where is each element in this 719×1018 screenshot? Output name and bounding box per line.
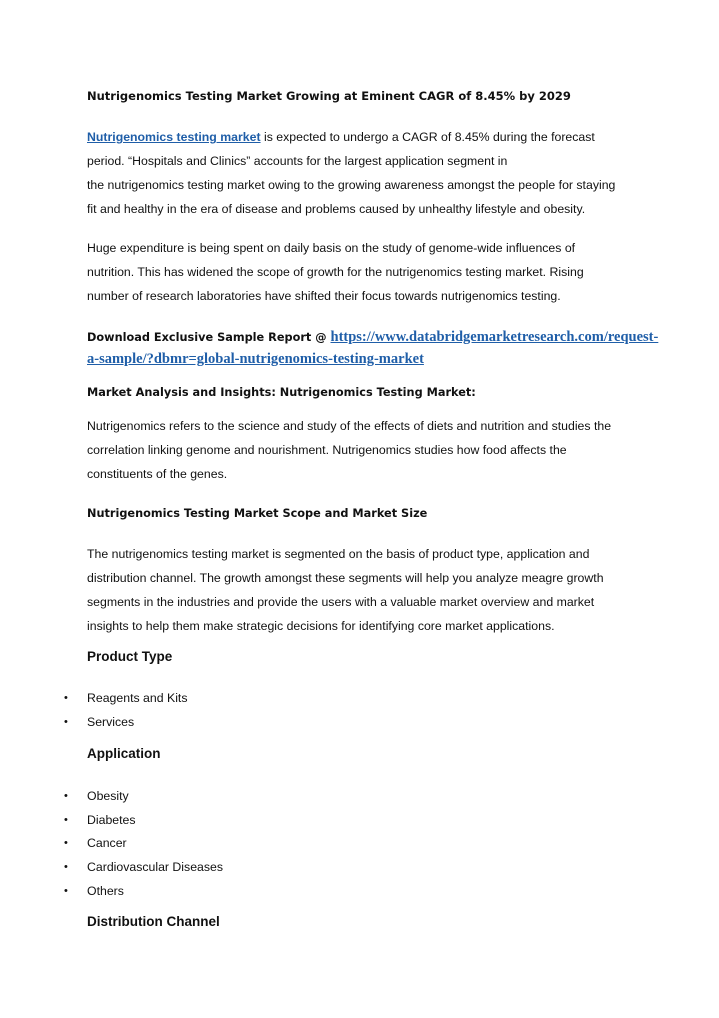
bullet-icon: • xyxy=(64,715,68,728)
application-heading: Application xyxy=(87,746,161,761)
list-item: • Cancer xyxy=(0,832,719,856)
scope-heading: Nutrigenomics Testing Market Scope and Market Size xyxy=(87,507,428,520)
product-type-heading: Product Type xyxy=(87,649,173,664)
download-line-2 xyxy=(87,350,424,368)
bullet-icon: • xyxy=(64,790,68,802)
download-line xyxy=(87,328,658,346)
sample-report-link[interactable]: https://www.databridgemarketresearch.com/request- xyxy=(330,329,659,345)
definition-paragraph: Nutrigenomics refers to the science and study of the effects of diets and nutrition and studies the correlation linking genome and nourishment. Nutrigenomics studies how food affects the constituents of the genes. xyxy=(87,419,612,481)
download-label: Download Exclusive Sample Report @ xyxy=(87,331,331,344)
product-type-list xyxy=(0,687,719,734)
expenditure-paragraph: Huge expenditure is being spent on daily basis on the study of genome-wide influences of nutrition. This has widened the scope of growth for the nutrigenomics testing market. Rising number of research laboratories have shifted their focus towards nutrigenomics testing. xyxy=(87,241,584,303)
list-item: • Others xyxy=(0,880,719,904)
bullet-icon: • xyxy=(64,861,68,874)
bullet-icon: • xyxy=(64,813,68,826)
page-title: Nutrigenomics Testing Market Growing at Eminent CAGR of 8.45% by 2029 xyxy=(87,89,571,103)
market-link[interactable]: Nutrigenomics testing market xyxy=(87,130,261,144)
list-item: • Obesity xyxy=(0,785,719,809)
list-item: • Reagents and Kits xyxy=(0,687,719,711)
segmentation-paragraph: The nutrigenomics testing market is segmented on the basis of product type, application and distribution channel. The growth amongst these segments will help you analyze meagre growth segments in the industries and provide the users with a valuable market overview and market insights to help them make strategic decisions for identifying core market applications. xyxy=(87,547,604,633)
distribution-channel-heading: Distribution Channel xyxy=(87,914,220,929)
list-item: • Services xyxy=(0,711,719,735)
list-item: • Diabetes xyxy=(0,809,719,833)
application-list xyxy=(0,785,719,903)
analysis-heading: Market Analysis and Insights: Nutrigenomics Testing Market: xyxy=(87,386,476,399)
bullet-icon: • xyxy=(64,692,68,704)
intro-paragraph: Nutrigenomics testing market is expected to undergo a CAGR of 8.45% during the forecast period. “Hospitals and Clinics” accounts for the largest application segment in the nutrigenomics testing market owing to the growing awareness amongst the people for staying fit and healthy in the era of disease and problems caused by unhealthy lifestyle and obesity. xyxy=(87,130,616,216)
bullet-icon: • xyxy=(64,884,68,897)
bullet-icon: • xyxy=(64,837,68,850)
list-item: • Cardiovascular Diseases xyxy=(0,856,719,880)
sample-report-link-continued[interactable]: a-sample/?dbmr=global-nutrigenomics-testing-market xyxy=(87,351,424,367)
